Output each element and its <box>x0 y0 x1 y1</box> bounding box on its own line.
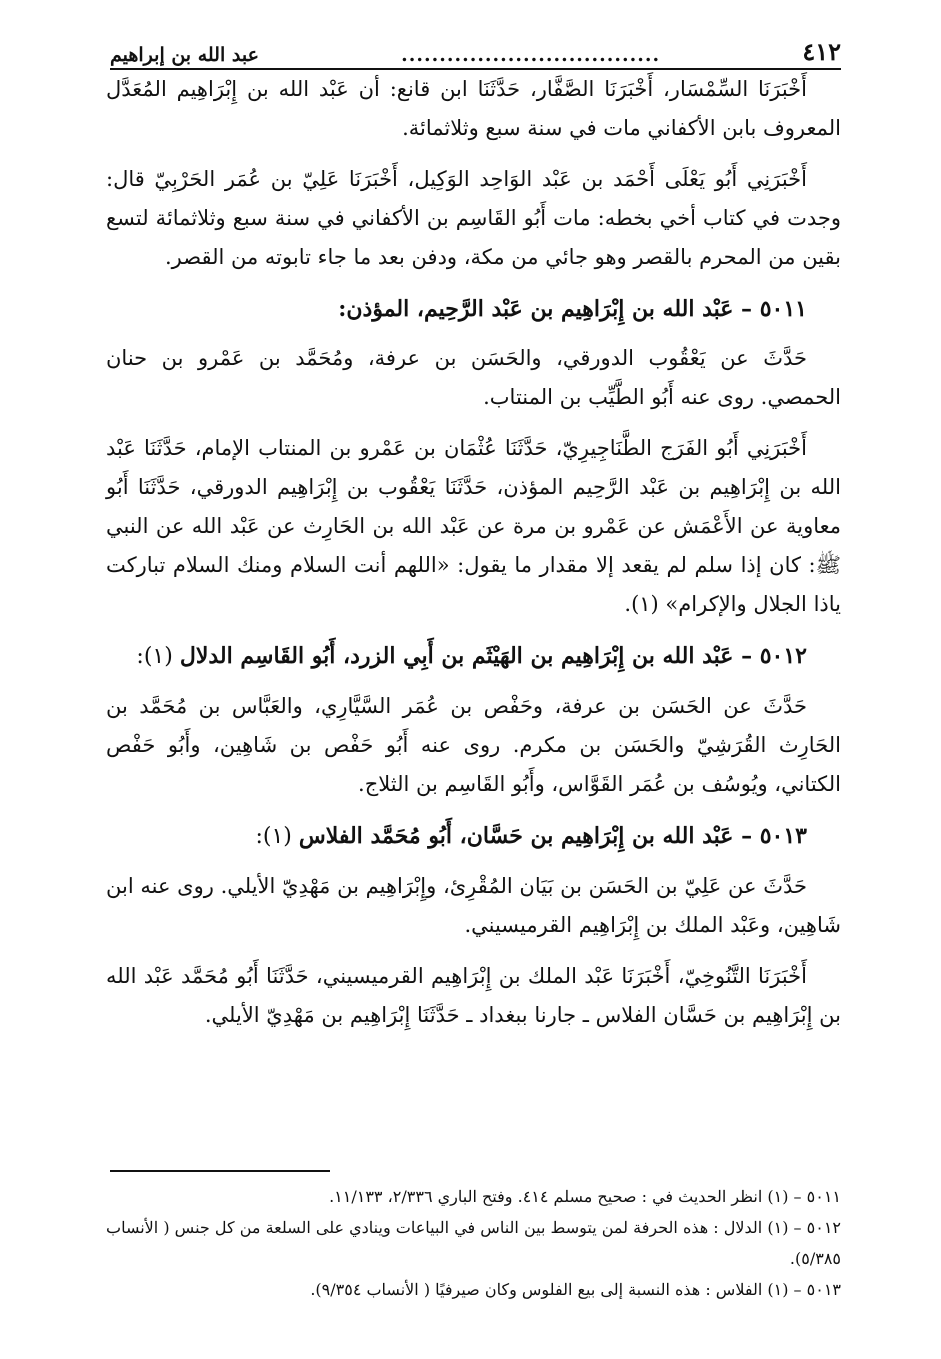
entry-5013-title: ٥٠١٣ – عَبْد الله بن إِبْرَاهِيم بن حَسَّان، أَبُو مُحَمَّد الفلاس <box>298 823 807 849</box>
footnote-separator <box>110 1170 330 1172</box>
entry-5013-paragraph-2: أَخْبَرَنَا التَّنُوخِيّ، أَخْبَرَنَا عَبْد الملك بن إِبْرَاهِيم القرميسيني، حَدَّثَنَا أَبُو مُحَمَّد عَبْد الله بن إِبْرَاهِيم بن حَسَّان الفلاس ـ جارنا ببغداد ـ حَدَّثَنَا إِبْرَاهِيم بن مَهْدِيّ الأيلي. <box>106 964 841 1027</box>
page-number: ٤١٢ <box>802 37 841 66</box>
running-title: عبد الله بن إبراهيم <box>110 44 259 66</box>
entry-heading-5011: ٥٠١١ – عَبْد الله بن إِبْرَاهِيم بن عَبْد الرَّحِيم، المؤذن: <box>338 296 807 322</box>
header-dots: .................................. <box>401 44 661 66</box>
paragraph-2: أَخْبَرَنِي أَبُو يَعْلَى أَحْمَد بن عَبْد الوَاحِد الوَكِيل، أَخْبَرَنَا عَلِيّ بن عُمَر الحَرْبِيّ قال: وجدت في كتاب أخي بخطه: مات أَبُو القَاسِم بن الأكفاني في سنة سبع وثلاثمائة لتسع بقين من المحرم بالقصر وهو جائي من مكة، ودفن بعد ما جاء تابوته من القصر. <box>106 167 841 269</box>
entry-5011-hadith-text: أَخْبَرَنِي أَبُو الفَرَج الطَّنَاجِيرِيّ، حَدَّثَنَا عُثْمَان بن عَمْرو بن المنتاب الإمام، حَدَّثَنَا عَبْد الله بن إِبْرَاهِيم بن عَبْد الرَّحِيم المؤذن، حَدَّثَنَا يَعْقُوب بن إِبْرَاهِيم الدورقي، حَدَّثَنَا أَبُو معاوية عن الأَعْمَش عن عَمْرو بن مرة عن عَبْد الله بن الحَارِث عن عَبْد الله عن النبي ﷺ: كان إذا سلم لم يقعد إلا مقدار ما يقول: «اللهم أنت السلام ومنك السلام تباركت ياذا الجلال والإكرام» <box>106 436 841 616</box>
footnote-5012: ٥٠١٢ – (١) الدلال : هذه الحرفة لمن يتوسط بين الناس في البياعات وينادي على السلعة من كل جنس ( الأنساب ٥/٣٨٥). <box>106 1218 842 1268</box>
paragraph-1: أَخْبَرَنَا السِّمْسَار، أَخْبَرَنَا الصَّفَّار، حَدَّثَنَا ابن قانع: أن عَبْد الله بن إِبْرَاهِيم المُعَدَّل المعروف بابن الأكفاني مات في سنة سبع وثلاثمائة. <box>106 77 841 140</box>
main-text <box>106 70 841 1047</box>
entry-5012-title: ٥٠١٢ – عَبْد الله بن إِبْرَاهِيم بن الهَيْثَم بن أَبِي الزرد، أَبُو القَاسِم الدلال <box>179 643 807 669</box>
entry-5012-paragraph: حَدَّثَ عن الحَسَن بن عرفة، وحَفْص بن عُمَر السَّيَّارِي، والعَبَّاس بن مُحَمَّد بن الحَارِث القُرَشِيّ والحَسَن بن مكرم. روى عنه أَبُو حَفْص بن شَاهِين، وأَبُو حَفْص الكتاني، ويُوسُف بن عُمَر القَوَّاس، وأَبُو القَاسِم بن الثلاج. <box>106 694 841 796</box>
entry-5011-paragraph-1: حَدَّثَ عن يَعْقُوب الدورقي، والحَسَن بن عرفة، ومُحَمَّد بن عَمْرو بن حنان الحمصي. روى عنه أَبُو الطَّيِّب بن المنتاب. <box>106 346 841 409</box>
footnotes <box>106 1181 841 1305</box>
entry-heading-5012 <box>106 636 841 677</box>
footnote-reference: (١): <box>136 644 180 669</box>
footnote-reference: (١): <box>255 824 299 849</box>
footnote-reference: (١). <box>624 592 666 616</box>
footnote-5011: ٥٠١١ – (١) انظر الحديث في : صحيح مسلم ٤١٤. وفتح الباري ٢/٣٣٦، ١١/١٣٣. <box>329 1187 841 1206</box>
footnote-5013: ٥٠١٣ – (١) الفلاس : هذه النسبة إلى بيع الفلوس وكان صيرفيًا ( الأنساب ٩/٣٥٤). <box>310 1280 841 1299</box>
entry-5013-paragraph-1: حَدَّثَ عن عَلِيّ بن الحَسَن بن بَيَان المُقْرِئ، وإِبْرَاهِيم بن مَهْدِيّ الأيلي. روى عنه ابن شَاهِين، وعَبْد الملك بن إِبْرَاهِيم القرميسيني. <box>106 874 841 937</box>
page-header <box>110 30 841 70</box>
entry-heading-5013 <box>106 816 841 857</box>
entry-5011-paragraph-2 <box>106 429 841 624</box>
